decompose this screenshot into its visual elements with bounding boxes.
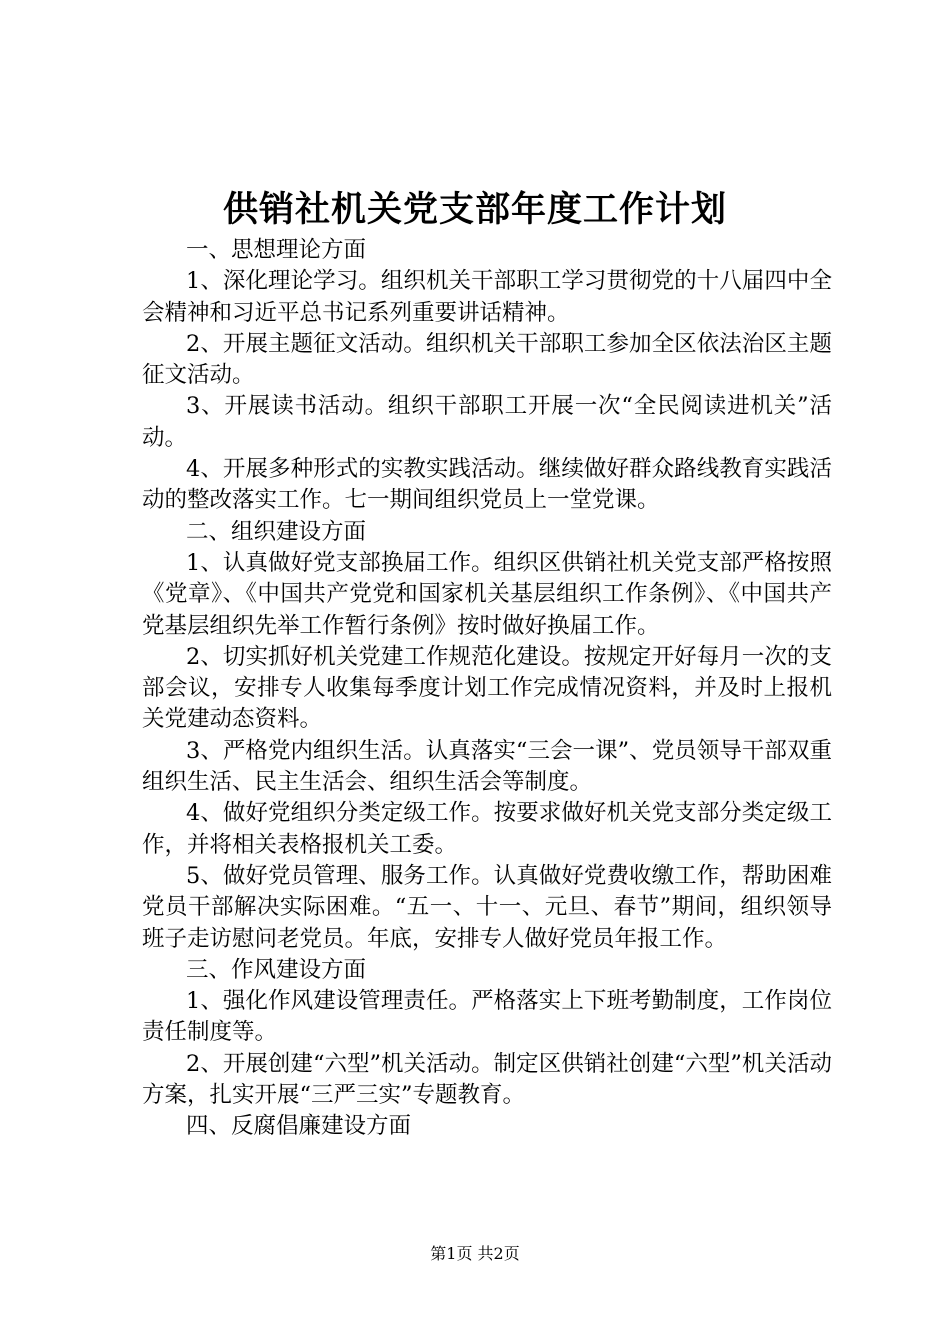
body-paragraph: 3、开展读书活动。组织干部职工开展一次“全民阅读进机关”活动。: [142, 393, 832, 451]
section-heading: 一、思想理论方面: [186, 237, 367, 263]
body-paragraph: 4、开展多种形式的实教实践活动。继续做好群众路线教育实践活动的整改落实工作。七一期间组织党员上一堂党课。: [142, 456, 832, 514]
page-footer: 第1页 共2页: [430, 1244, 520, 1263]
document-title: 供销社机关党支部年度工作计划: [222, 189, 727, 230]
body-paragraph: 2、开展创建“六型”机关活动。制定区供销社创建“六型”机关活动方案，扎实开展“三严三实”专题教育。: [142, 1050, 832, 1109]
section-heading: 四、反腐倡廉建设方面: [186, 1113, 412, 1140]
body-paragraph: 1、深化理论学习。组织机关干部职工学习贯彻党的十八届四中全会精神和习近平总书记系列重要讲话精神。: [142, 268, 832, 326]
body-paragraph: 1、认真做好党支部换届工作。组织区供销社机关党支部严格按照《党章》、《中国共产党党和国家机关基层组织工作条例》、《中国共产党基层组织先举工作暂行条例》按时做好换届工作。: [142, 549, 832, 639]
section-heading: 三、作风建设方面: [186, 956, 367, 983]
body-paragraph: 5、做好党员管理、服务工作。认真做好党费收缴工作，帮助困难党员干部解决实际困难。“五一、十一、元旦、春节”期间，组织领导班子走访慰问老党员。年底，安排专人做好党员年报工作。: [142, 862, 832, 952]
body-paragraph: 2、切实抓好机关党建工作规范化建设。按规定开好每月一次的支部会议，安排专人收集每季度计划工作完成情况资料，并及时上报机关党建动态资料。: [142, 643, 832, 733]
section-heading: 二、组织建设方面: [186, 518, 367, 545]
body-paragraph: 2、开展主题征文活动。组织机关干部职工参加全区依法治区主题征文活动。: [142, 330, 832, 389]
body-paragraph: 4、做好党组织分类定级工作。按要求做好机关党支部分类定级工作，并将相关表格报机关工委。: [142, 800, 832, 858]
document-body: [142, 235, 832, 1143]
body-paragraph: 3、严格党内组织生活。认真落实“三会一课”、党员领导干部双重组织生活、民主生活会、组织生活会等制度。: [142, 737, 832, 796]
body-paragraph: 1、强化作风建设管理责任。严格落实上下班考勤制度，工作岗位责任制度等。: [142, 988, 832, 1046]
